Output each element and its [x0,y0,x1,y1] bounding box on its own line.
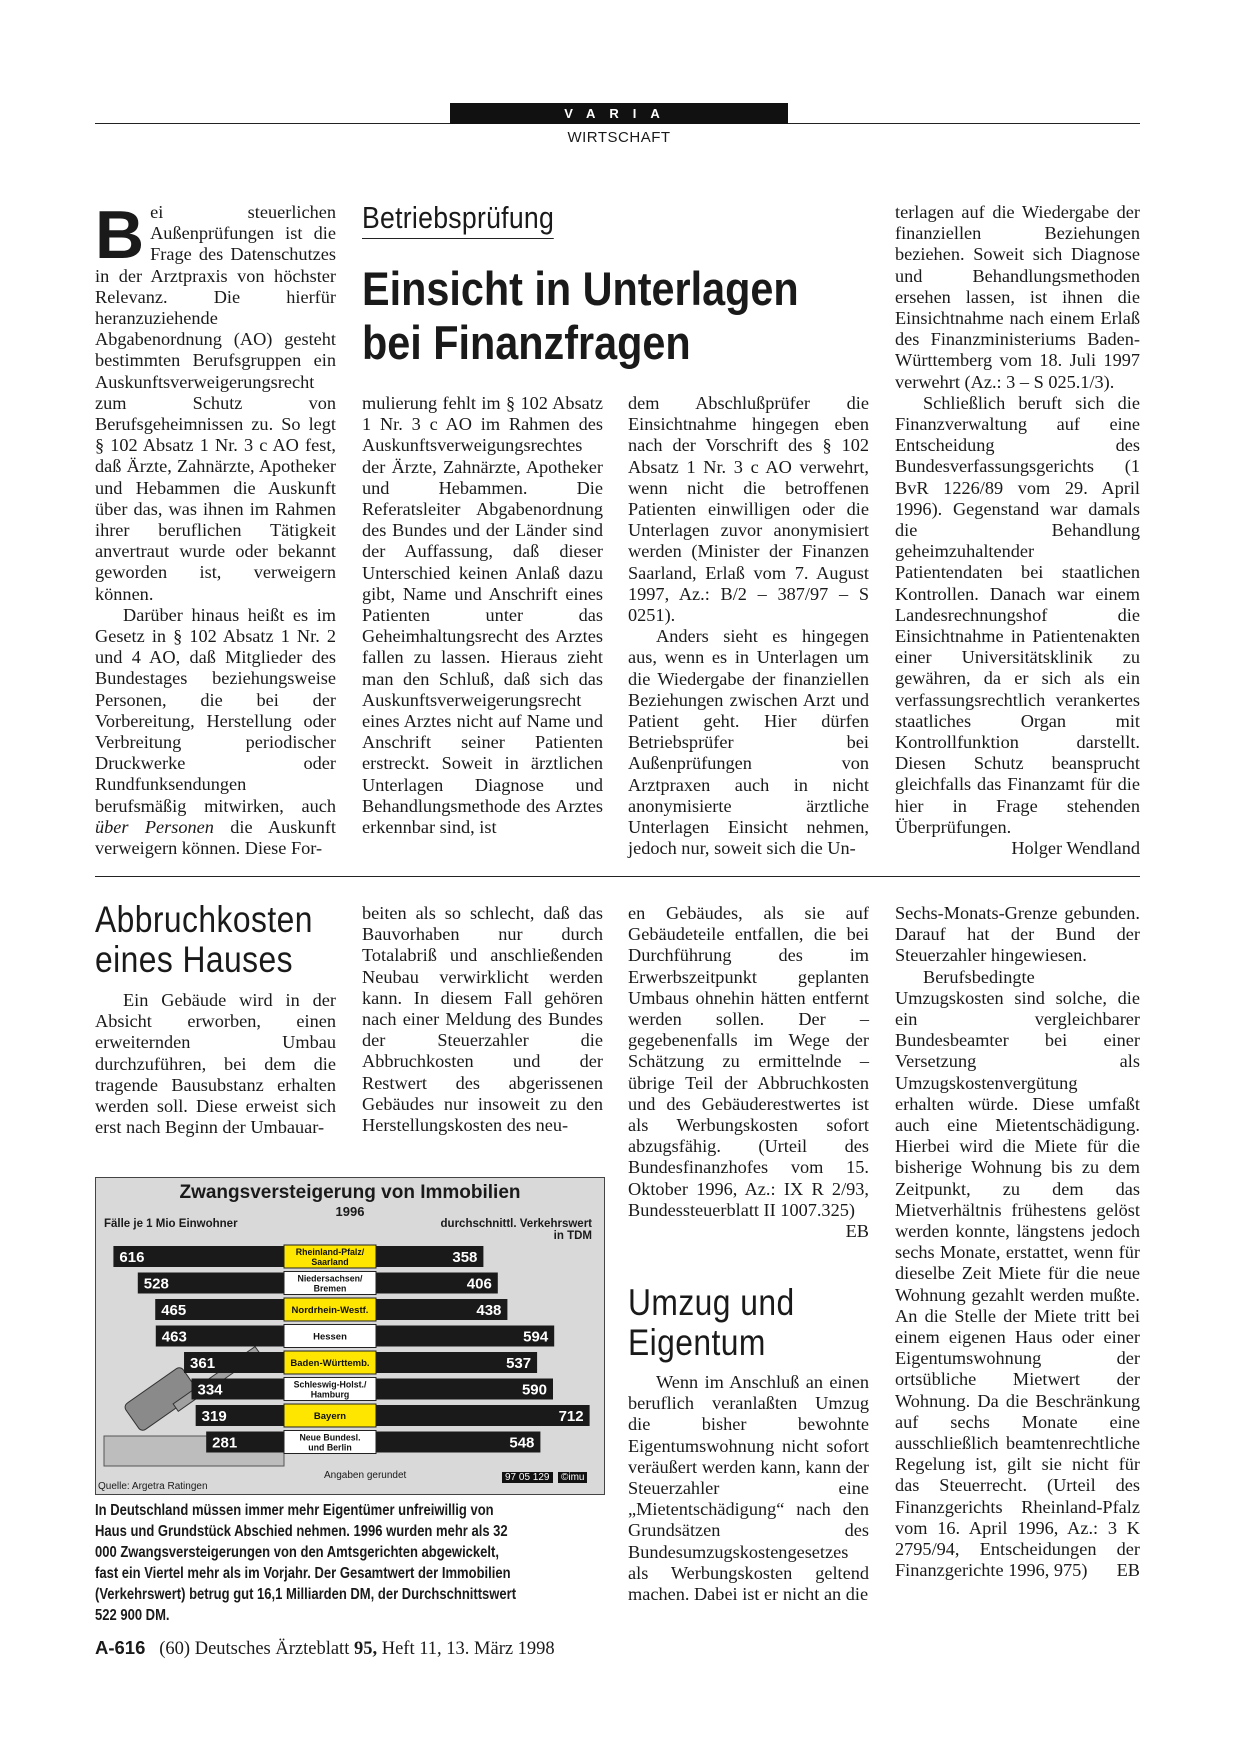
article2-col2-text: beiten als so schlecht, daß das Bauvorhaben nur durch Totalabriß und anschließenden Neubau verwirklicht werden kann. In diesem Fall gehören nach einer Meldung des Bundes der Steuerzahler die Abbruchkosten und der Restwert des abgerissenen Gebäudes nur insoweit zu den Herstellungskosten des neu- [362,903,603,1136]
article1-col3-p1: dem Abschlußprüfer die Einsichtnahme hingegen eben nach der Vorschrift des § 102 Absatz 1 Nr. 3 c AO verwehrt, wenn nicht die betroffenen Patienten einwilligen oder die Unterlagen zuvor anonymisiert werden (Minister der Finanzen Saarland, Erlaß vom 7. August 1997, Az.: B/2 – 387/97 – S 0251). [628,393,869,626]
article2-col1-text: Ein Gebäude wird in der Absicht erworben, einen erweiternden Umbau durchzuführen, bei dem die tragende Bausubstanz erhalten werden soll. Diese erweist sich erst nach Beginn der Umbauar- [95,990,336,1138]
category-label: Saarland [311,1257,349,1267]
left-bar-value: 463 [161,1328,187,1346]
chart-subtitle: 1996 [335,1204,365,1219]
article2-sig: EB [845,1221,869,1242]
footer-issue: Heft 11, 13. März 1998 [377,1639,555,1659]
article1-col4-p1: terlagen auf die Wiedergabe der finanziellen Beziehungen beziehen. Soweit sich Diagnose und Behandlungsmethoden ersehen lassen, ist ihnen die Einsichtnahme nach einem Erlaß des Finanzministeriums Baden-Württemberg vom 18. Juli 1997 verwehrt (Az.: 3 – S 025.1/3). [895,202,1140,392]
article2-title-line1: Abbruchkosten [95,899,313,940]
article1-col1-p2-italic: über Personen [95,816,214,837]
category-label: Bayern [313,1411,347,1422]
article1-col1-p2b: die Auskunft verweigern können. Diese For- [95,816,336,859]
left-bar-value: 465 [161,1302,187,1319]
headline-line2: bei Finanzfragen [362,316,691,369]
footer-volume: 95, [353,1639,378,1659]
section-divider [95,876,1140,877]
right-bar-value: 406 [466,1275,492,1293]
article1-kicker: Betriebsprüfung [362,200,554,239]
article3-col3 [628,1372,869,1605]
article1-col1-p1: ei steuerlichen Außenprüfungen ist die Frage des Datenschutzes in der Arztpraxis von höchster Relevanz. Die hierfür heranzuziehende Abgabenordnung (AO) gesteht bestimmten Berufsgruppen ein Auskunftsverweigerungsrecht zum Schutz von Berufsgeheimnissen zu. So legt § 102 Absatz 1 Nr. 3 c AO fest, daß Ärzte, Zahnärzte, Apotheker und Hebammen die Auskunft über das, was ihnen im Rahmen ihrer beruflichen Tätigkeit anvertraut wurde oder bekannt geworden ist, verweigern können. [95,202,336,604]
section-bar: VARIA [450,103,788,124]
chart-code: 97 05 129 [502,1472,553,1483]
category-label: und Berlin [308,1442,352,1453]
chart-left-label: Fälle je 1 Mio Einwohner [104,1218,238,1230]
right-bar-value: 590 [521,1381,547,1399]
left-bar-value: 334 [197,1381,223,1399]
right-bar [376,1405,590,1426]
article3-title-line2: Eigentum [628,1322,766,1363]
article1-col2 [362,393,603,838]
category-label: Neue Bundesl. [299,1432,361,1443]
article3-col3-text: Wenn im Anschluß an einen beruflich veranlaßten Umzug die bisher bewohnte Eigentumswohnung nicht sofort veräußert werden kann, kann der Steuerzahler eine „Mietentschädigung“ nach den Grundsätzen des Bundesumzugskostengesetzes als Werbungskosten geltend machen. Dabei ist er nicht an die [628,1372,869,1605]
article1-col1 [95,197,336,859]
left-bar-value: 528 [143,1275,169,1293]
left-bar-value: 361 [190,1355,216,1372]
article2-title-line2: eines Hauses [95,939,293,980]
left-bar-value: 616 [119,1249,145,1266]
category-label: Hamburg [310,1389,350,1400]
article1-col3-p2: Anders sieht es hingegen aus, wenn es in Unterlagen um die Wiedergabe der finanziellen Beziehungen zwischen Arzt und Patient geht. Hier dürfen Betriebsprüfer bei Außenprüfungen von Arztpraxen auch in nicht anonymisierte ärztliche Unterlagen Einsicht nehmen, jedoch nur, soweit sich die Un- [628,626,869,859]
chart-source: Quelle: Argetra Ratingen [98,1481,208,1492]
article1-author: Holger Wendland [1011,838,1140,859]
article3-col4-p2: Berufsbedingte Umzugskosten sind solche, die ein vergleichbarer Bundesbeamter bei einer Versetzung als Umzugskostenvergütung erhalten würde. Diese umfaßt auch eine Mietentschädigung. Hierbei wird die Miete für die bisherige Wohnung bis zu dem Zeitpunkt, zu dem das Mietverhältnis frühestens gelöst werden konnte, längstens jedoch sechs Monate, erstattet, wenn für dieselbe Zeit Miete für die neue Wohnung gezahlt werden mußte. An die Stelle der Miete tritt bei einem eigenen Haus oder einer Eigentumswohnung der ortsübliche Mietwert der Wohnung. Da die Beschränkung auf sechs Monate eine ausschließlich beamtenrechtliche Regelung ist, gilt sie nicht für das Steuerrecht. (Urteil des Finanzgerichts Rheinland-Pfalz vom 16. April 1996, Az.: 3 K 2795/94, Entscheidungen der Finanzgerichte 1996, 975) [895,966,1140,1581]
right-bar-value: 358 [452,1249,478,1266]
chart-right-label2: in TDM [553,1230,592,1242]
headline-line1: Einsicht in Unterlagen [362,262,799,315]
right-bar-value: 594 [523,1328,549,1346]
page-number: A-616 [95,1637,146,1658]
chart-note: Angaben gerundet [324,1470,407,1481]
category-label: Nordrhein-Westf. [291,1305,369,1316]
right-bar-value: 438 [476,1302,502,1319]
footer-source: (60) Deutsches Ärzteblatt [159,1639,354,1659]
foreclosure-chart [95,1177,605,1495]
article2-col1 [95,990,336,1138]
article1-col4-p2: Schließlich beruft sich die Finanzverwaltung auf eine Entscheidung des Bundesverfassungsgerichts (1 BvR 1226/89 vom 29. April 1996). Gegenstand war damals die Behandlung geheimzuhaltender Patientendaten bei staatlichen Kontrollen. Danach war einem Landesrechnungshof die Einsichtnahme in Patientenakten einer Universitätsklinik zu gewähren, da er sich als ein verfassungsrechtlich verankertes staatliches Organ mit Kontrollfunktion darstellt. Diesen Schutz beansprucht gleichfalls das Finanzamt für die hier in Frage stehenden Überprüfungen. [895,392,1140,837]
right-bar-value: 537 [506,1355,532,1372]
category-label: Bremen [313,1283,347,1294]
category-label: Schleswig-Holst./ [293,1379,367,1390]
category-label: Baden-Württemb. [290,1358,370,1369]
right-bar-value: 548 [509,1434,535,1452]
section-subtitle: WIRTSCHAFT [567,129,671,146]
article2-col3 [628,903,869,1242]
dropcap: B [95,197,145,273]
article1-headline [362,262,820,370]
article2-col3-text: en Gebäudes, als sie auf Gebäudeteile entfallen, die bei Durchführung des im Erwerbszeitpunkt geplanten Umbaus ohnehin hätten entfernt werden sollen. Der – gegebenenfalls im Wege der Schätzung zu ermittelnde – übrige Teil der Abbruchkosten und des Gebäuderestwertes ist als Werbungskosten sofort abzugsfähig. (Urteil des Bundesfinanzhofes vom 15. Oktober 1996, Az.: IX R 2/93, Bundessteuerblatt II 1007.325) [628,903,869,1220]
article1-col2-text: mulierung fehlt im § 102 Absatz 1 Nr. 3 c AO im Rahmen des Auskunftsverweigungsrechtes der Ärzte, Zahnärzte, Apotheker und Hebammen. Die Referatsleiter Abgabenordnung des Bundes und der Länder sind der Auffassung, daß dieser Unterschied keinen Anlaß dazu gibt, Name und Anschrift eines Patienten unter das Geheimhaltungsrecht des Arztes fallen zu lassen. Hieraus zieht man den Schluß, daß sich das Auskunftsverweigerungsrecht eines Arztes nicht auf Name und Anschrift seiner Patienten erstreckt. Soweit in ärztlichen Unterlagen Diagnose und Behandlungsmethode des Arztes erkennbar sind, ist [362,393,603,838]
category-label: Niedersachsen/ [297,1273,363,1284]
right-bar-value: 712 [558,1408,584,1425]
article2-col2 [362,903,603,1136]
article3-sig: EB [1116,1560,1140,1581]
article1-col1-p2a: Darüber hinaus heißt es im Gesetz in § 102 Absatz 1 Nr. 2 und 4 AO, daß Mitglieder des Bundestages beziehungsweise Personen, die bei der Vorbereitung, Herstellung oder Verbreitung periodischer Druckwerke oder Rundfunksendungen berufsmäßig mitwirken, auch [95,604,336,816]
chart-right-label1: durchschnittl. Verkehrswert [440,1218,592,1230]
article3-title-line1: Umzug und [628,1282,795,1323]
article3-title [628,1283,795,1363]
left-bar-value: 319 [201,1408,227,1425]
chart-title: Zwangsversteigerung von Immobilien [179,1182,521,1203]
article3-col4 [895,903,1140,1582]
article1-col4 [895,202,1140,859]
left-bar-value: 281 [212,1434,238,1452]
chart-credit: ©imu [558,1472,587,1483]
category-label: Rheinland-Pfalz/ [295,1247,365,1257]
article3-col4-p1: Sechs-Monats-Grenze gebunden. Darauf hat der Bund der Steuerzahler hingewiesen. [895,903,1140,966]
chart-caption: In Deutschland müssen immer mehr Eigentümer unfreiwillig von Haus und Grundstück Abschied nehmen. 1996 wurden mehr als 32 000 Zwangsversteigerungen von den Amtsgerichten abgewickelt, fast ein Viertel mehr als im Vorjahr. Der Gesamtwert der Immobilien (Verkehrswert) betrug gut 16,1 Milliarden DM, der Durchschnittswert 522 900 DM. [95,1502,517,1624]
category-label: Hessen [313,1331,347,1343]
page-footer [95,1637,555,1660]
article1-col3 [628,393,869,859]
article2-title [95,900,313,980]
